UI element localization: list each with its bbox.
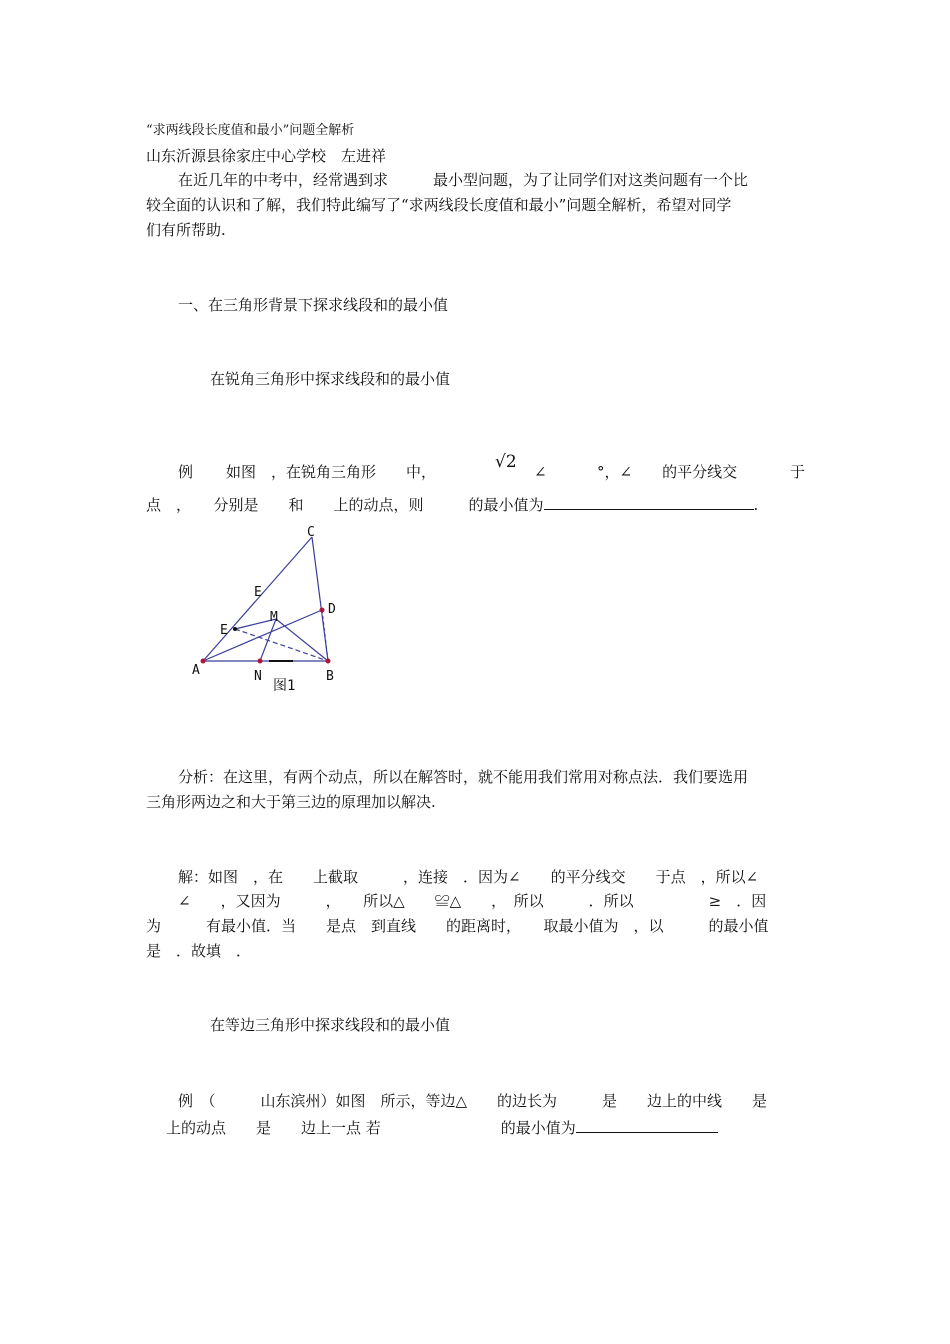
label-m: M bbox=[270, 610, 278, 625]
label-a: A bbox=[192, 663, 200, 678]
author-line: 山东沂源县徐家庄中心学校 左进祥 bbox=[146, 147, 387, 165]
point-b bbox=[326, 659, 331, 664]
figure-caption: 图1 bbox=[273, 678, 296, 694]
solution-line-2: ∠ ，又因为 ， 所以△ ≌△ ， 所以 ．所以 ≥ ．因 bbox=[178, 892, 767, 910]
dashed-db bbox=[322, 610, 328, 661]
sqrt-two: √2 bbox=[495, 452, 517, 472]
answer-blank-2 bbox=[576, 1116, 718, 1133]
solution-line-1: 解：如图 ，在 上截取 ，连接 ．因为∠ 的平分线交 于点 ，所以∠ bbox=[178, 868, 759, 886]
example-1-text-c: 于 bbox=[790, 463, 806, 481]
answer-blank-1 bbox=[544, 493, 754, 510]
subsection-heading-1: 在锐角三角形中探求线段和的最小值 bbox=[210, 370, 451, 388]
example-1-line-2 bbox=[146, 493, 758, 515]
dashed-eb bbox=[235, 629, 328, 661]
section-heading-1: 一、在三角形背景下探求线段和的最小值 bbox=[178, 296, 449, 314]
point-e bbox=[233, 627, 237, 631]
point-n bbox=[258, 659, 263, 664]
angle-symbol: ∠ bbox=[534, 463, 547, 481]
point-d bbox=[320, 608, 325, 613]
document-title: “求两线段长度值和最小”问题全解析 bbox=[146, 123, 355, 138]
label-d: D bbox=[328, 602, 336, 617]
example-2-line-1: 例 （ 山东滨州）如图 所示，等边△ 的边长为 是 边上的中线 是 bbox=[178, 1092, 768, 1110]
example-2-line-2 bbox=[166, 1116, 718, 1138]
example-1-period: . bbox=[753, 496, 759, 514]
example-2-line-2-text: 上的动点 是 边上一点 若 的最小值为 bbox=[166, 1119, 576, 1137]
intro-line-2: 较全面的认识和了解，我们特此编写了“求两线段长度值和最小”问题全解析，希望对同学 bbox=[146, 196, 732, 214]
label-n: N bbox=[254, 669, 262, 684]
analysis-line-2: 三角形两边之和大于第三边的原理加以解决. bbox=[146, 793, 436, 811]
segment-mb bbox=[276, 619, 328, 661]
example-1-line-2-text: 点 ， 分别是 和 上的动点，则 的最小值为 bbox=[146, 496, 544, 514]
example-1-label: 例 bbox=[178, 463, 194, 481]
label-c: C bbox=[307, 525, 315, 540]
intro-line-1: 在近几年的中考中，经常遇到求 最小型问题，为了让同学们对这类问题有一个比 bbox=[178, 171, 749, 189]
analysis-line-1: 分析：在这里，有两个动点，所以在解答时，就不能用我们常用对称点法．我们要选用 bbox=[178, 768, 749, 786]
label-e-upper: E bbox=[254, 585, 262, 600]
solution-line-3: 为 有最小值．当 是点 到直线 的距离时， 取最小值为 ，以 的最小值 bbox=[146, 917, 769, 935]
figure-1 bbox=[185, 520, 345, 700]
intro-line-3: 们有所帮助. bbox=[146, 221, 226, 239]
point-a bbox=[201, 659, 206, 664]
subsection-heading-2: 在等边三角形中探求线段和的最小值 bbox=[210, 1016, 451, 1034]
example-1-text-a: 如图 ，在锐角三角形 中， bbox=[226, 463, 437, 481]
solution-line-4: 是 ．故填 ． bbox=[146, 942, 252, 960]
label-b: B bbox=[326, 669, 334, 684]
label-e-lower: E bbox=[220, 623, 228, 638]
example-1-text-b: °，∠ 的平分线交 bbox=[597, 463, 738, 481]
